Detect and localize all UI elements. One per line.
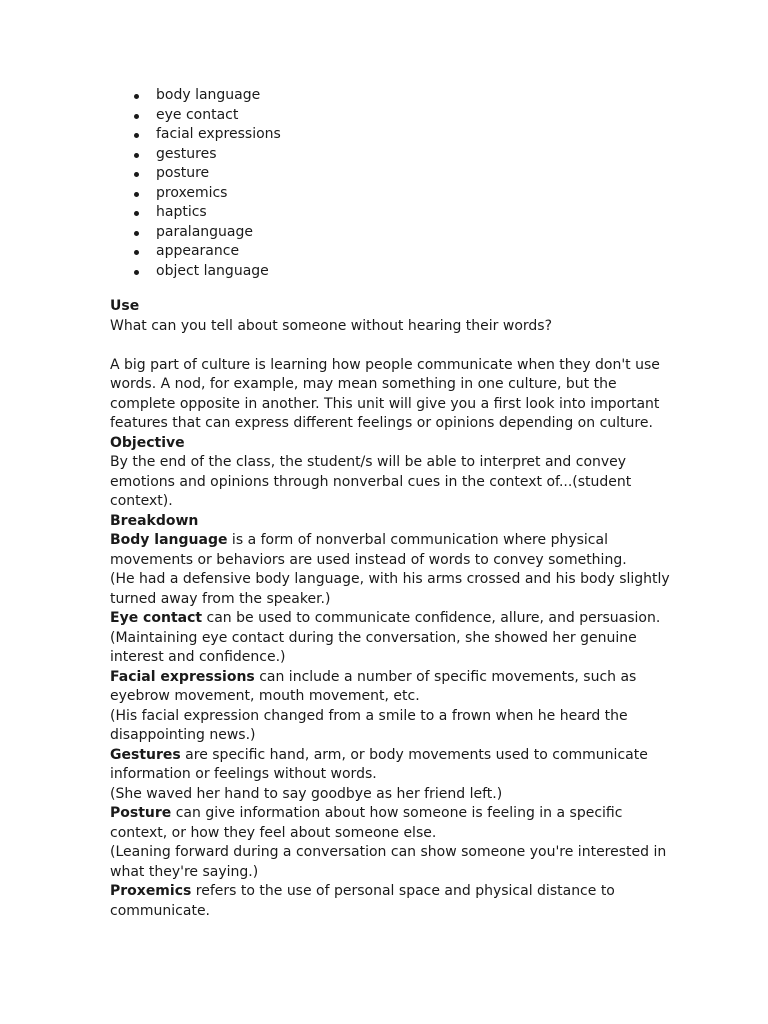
list-item: haptics — [110, 203, 281, 223]
breakdown-term: Posture — [110, 805, 172, 821]
breakdown-term: Facial expressions — [110, 668, 255, 685]
breakdown-definition: Facial expressions can include a number of specific movements, such as eyebrow movement, mouth movement, etc. — [110, 668, 637, 704]
document-body — [110, 297, 670, 921]
list-item: eye contact — [110, 106, 281, 126]
breakdown-definition: Proxemics refers to the use of personal space and physical distance to communicate. — [110, 883, 615, 919]
objective-text: By the end of the class, the student/s will be able to interpret and convey emotions and opinions through nonverbal cues in the context of...(student context). — [110, 454, 632, 509]
nonverbal-types-list — [110, 86, 281, 281]
breakdown-definition: Body language is a form of nonverbal communication where physical movements or behaviors are used instead of words to convey something. — [110, 532, 627, 568]
list-item: gestures — [110, 145, 281, 165]
breakdown-term: Gestures — [110, 746, 181, 763]
list-item: facial expressions — [110, 125, 281, 145]
list-item: posture — [110, 164, 281, 184]
paragraph-gap — [110, 336, 670, 356]
breakdown-definition: Gestures are specific hand, arm, or body movements used to communicate information or feelings without words. — [110, 746, 648, 782]
use-paragraph: A big part of culture is learning how people communicate when they don't use words. A nod, for example, may mean something in one culture, but the complete opposite in another. This unit will give you a first look into important features that can express different feelings or opinions depending on culture. — [110, 356, 660, 431]
list-item: appearance — [110, 242, 281, 262]
list-item: body language — [110, 86, 281, 106]
breakdown-example: (He had a defensive body language, with his arms crossed and his body slightly turned away from the speaker.) — [110, 571, 670, 607]
breakdown-definition: Posture can give information about how someone is feeling in a specific context, or how they feel about someone else. — [110, 805, 623, 841]
breakdown-term: Body language — [110, 532, 228, 548]
list-item: object language — [110, 262, 281, 282]
breakdown-example: (Leaning forward during a conversation can show someone you're interested in what they're saying.) — [110, 844, 667, 880]
breakdown-example: (She waved her hand to say goodbye as her friend left.) — [110, 785, 503, 802]
breakdown-definition: Eye contact can be used to communicate confidence, allure, and persuasion. — [110, 610, 661, 626]
breakdown-term: Eye contact — [110, 610, 203, 626]
list-item: paralanguage — [110, 223, 281, 243]
breakdown-example: (His facial expression changed from a smile to a frown when he heard the disappointing news.) — [110, 707, 628, 743]
breakdown-heading: Breakdown — [110, 512, 199, 529]
breakdown-example: (Maintaining eye contact during the conversation, she showed her genuine interest and confidence.) — [110, 629, 637, 665]
use-heading: Use — [110, 298, 140, 314]
breakdown-term: Proxemics — [110, 883, 192, 899]
objective-heading: Objective — [110, 434, 185, 451]
list-item: proxemics — [110, 184, 281, 204]
use-question: What can you tell about someone without hearing their words? — [110, 317, 553, 334]
